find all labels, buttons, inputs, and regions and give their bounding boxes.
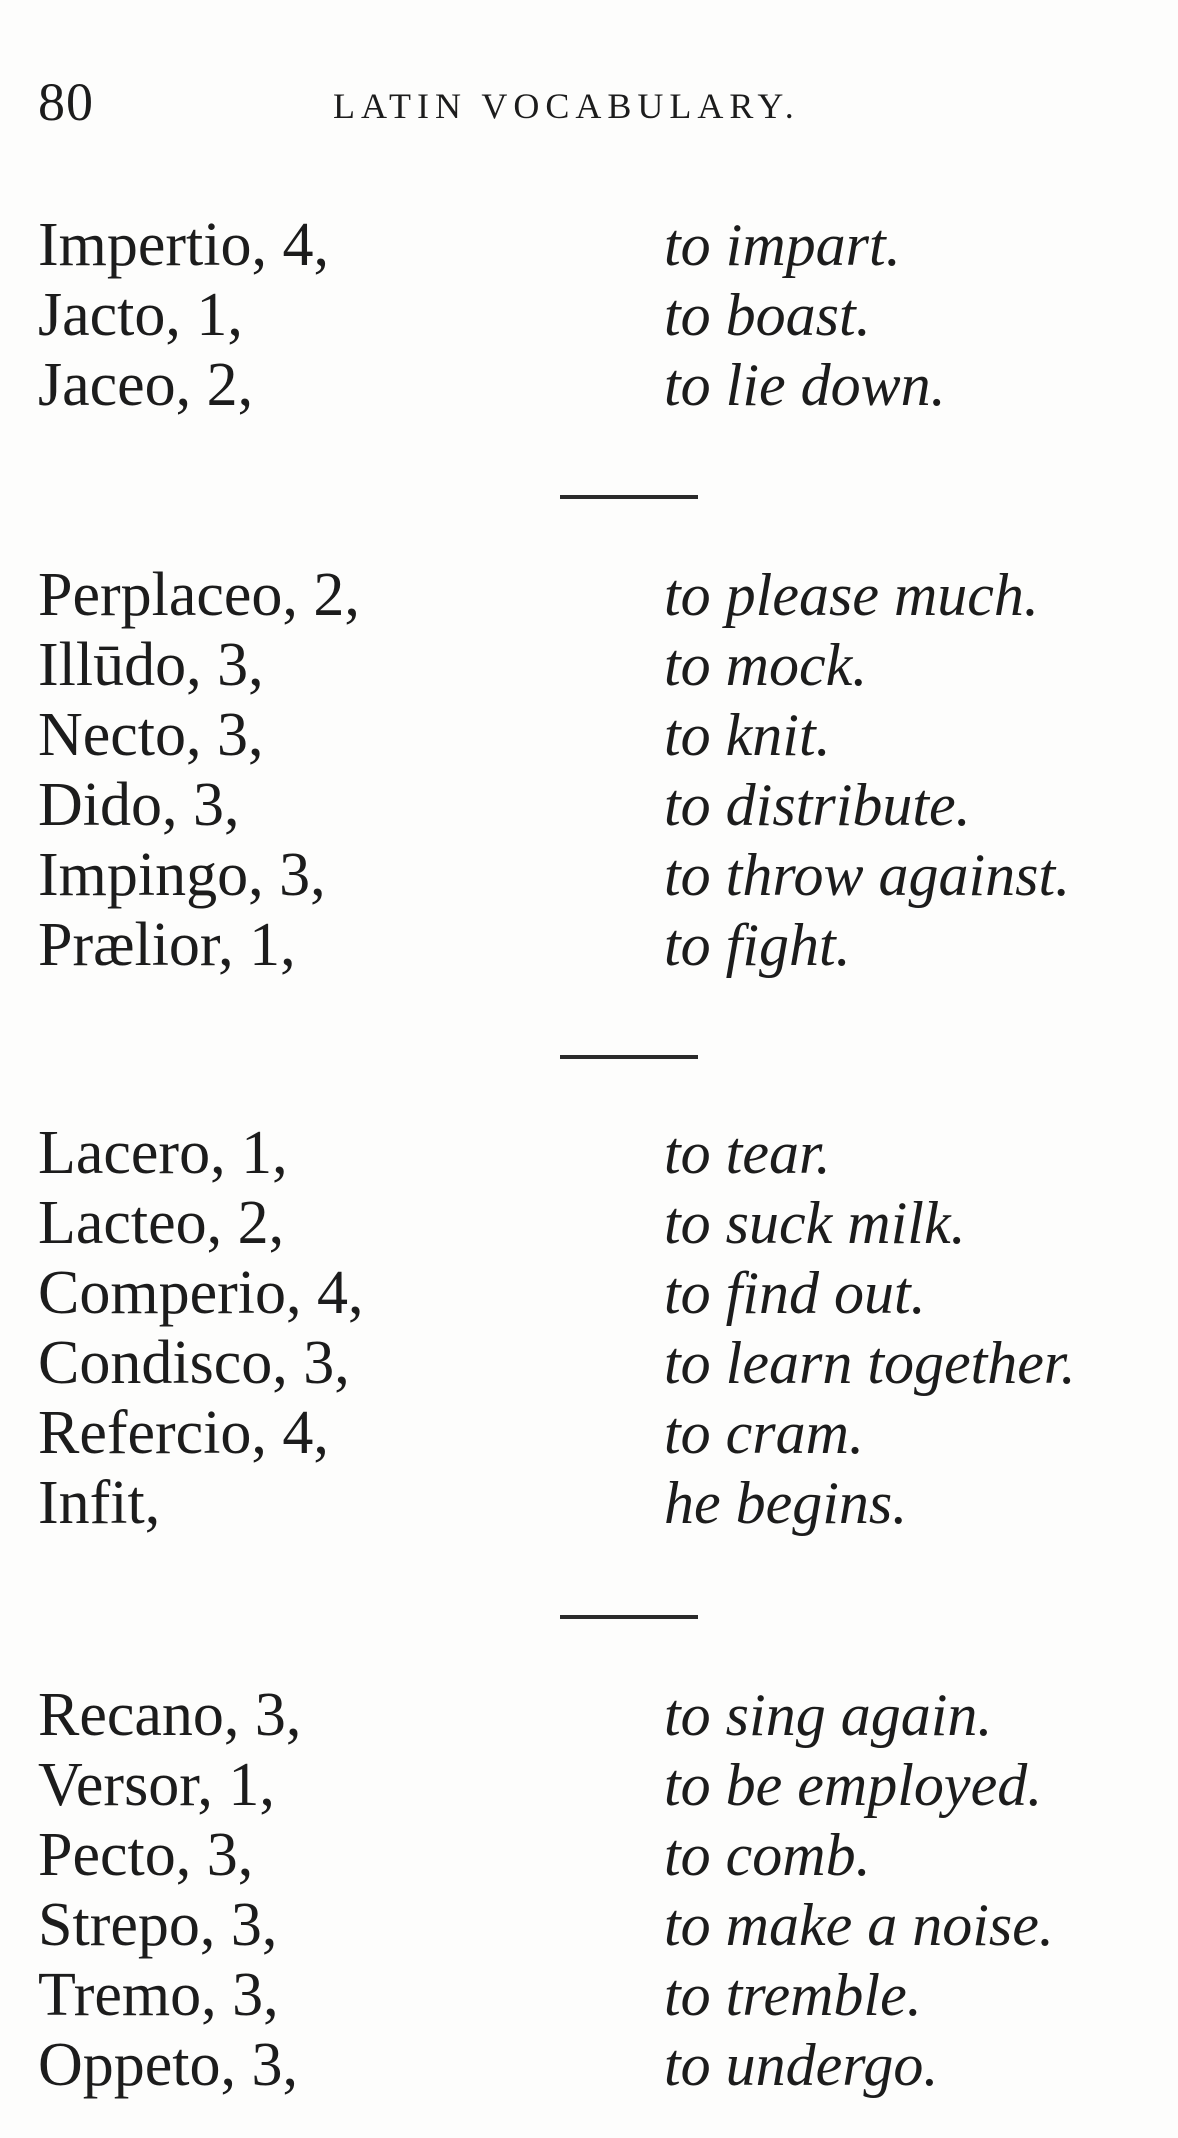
section-divider bbox=[560, 1615, 698, 1619]
vocabulary-entry bbox=[38, 1468, 1158, 1538]
latin-word: Jacto, 1, bbox=[38, 281, 243, 349]
page-header bbox=[38, 72, 1138, 132]
latin-word: Refercio, 4, bbox=[38, 1399, 329, 1467]
latin-word: Prælior, 1, bbox=[38, 911, 296, 979]
english-meaning: to throw against. bbox=[664, 842, 1071, 908]
latin-word: Condisco, 3, bbox=[38, 1329, 350, 1397]
vocabulary-entry bbox=[38, 840, 1158, 910]
english-meaning: to comb. bbox=[664, 1822, 871, 1888]
english-meaning: to tremble. bbox=[664, 1962, 922, 2028]
english-meaning: to distribute. bbox=[664, 772, 971, 838]
vocabulary-entry bbox=[38, 700, 1158, 770]
english-meaning: he begins. bbox=[664, 1470, 908, 1536]
vocabulary-entry bbox=[38, 280, 1158, 350]
vocabulary-entry bbox=[38, 770, 1158, 840]
vocabulary-group-2 bbox=[38, 560, 1158, 980]
vocabulary-entry bbox=[38, 1188, 1158, 1258]
english-meaning: to mock. bbox=[664, 632, 868, 698]
vocabulary-entry bbox=[38, 1118, 1158, 1188]
vocabulary-group-1 bbox=[38, 210, 1158, 420]
latin-word: Illūdo, 3, bbox=[38, 631, 264, 699]
vocabulary-group-3 bbox=[38, 1118, 1158, 1538]
english-meaning: to suck milk. bbox=[664, 1190, 966, 1256]
running-title: LATIN VOCABULARY. bbox=[333, 86, 800, 126]
vocabulary-entry bbox=[38, 1750, 1158, 1820]
vocabulary-entry bbox=[38, 1328, 1158, 1398]
english-meaning: to fight. bbox=[664, 912, 851, 978]
section-divider bbox=[560, 495, 698, 499]
vocabulary-entry bbox=[38, 1890, 1158, 1960]
english-meaning: to find out. bbox=[664, 1260, 926, 1326]
english-meaning: to cram. bbox=[664, 1400, 864, 1466]
vocabulary-entry bbox=[38, 350, 1158, 420]
latin-word: Comperio, 4, bbox=[38, 1259, 364, 1327]
english-meaning: to undergo. bbox=[664, 2032, 939, 2098]
english-meaning: to be employed. bbox=[664, 1752, 1043, 1818]
english-meaning: to knit. bbox=[664, 702, 831, 768]
latin-word: Impingo, 3, bbox=[38, 841, 326, 909]
latin-word: Pecto, 3, bbox=[38, 1821, 254, 1889]
vocabulary-entry bbox=[38, 1680, 1158, 1750]
latin-word: Tremo, 3, bbox=[38, 1961, 279, 2029]
page-number: 80 bbox=[38, 72, 94, 132]
latin-word: Oppeto, 3, bbox=[38, 2031, 299, 2099]
english-meaning: to boast. bbox=[664, 282, 871, 348]
vocabulary-entry bbox=[38, 560, 1158, 630]
vocabulary-entry bbox=[38, 2030, 1158, 2100]
vocabulary-entry bbox=[38, 210, 1158, 280]
vocabulary-entry bbox=[38, 910, 1158, 980]
vocabulary-entry bbox=[38, 630, 1158, 700]
latin-word: Perplaceo, 2, bbox=[38, 561, 360, 629]
latin-word: Lacero, 1, bbox=[38, 1119, 288, 1187]
latin-word: Jaceo, 2, bbox=[38, 351, 254, 419]
vocabulary-entry bbox=[38, 1258, 1158, 1328]
english-meaning: to tear. bbox=[664, 1120, 831, 1186]
english-meaning: to make a noise. bbox=[664, 1892, 1054, 1958]
vocabulary-entry bbox=[38, 1398, 1158, 1468]
latin-word: Strepo, 3, bbox=[38, 1891, 278, 1959]
latin-word: Dido, 3, bbox=[38, 771, 240, 839]
english-meaning: to sing again. bbox=[664, 1682, 993, 1748]
english-meaning: to please much. bbox=[664, 562, 1039, 628]
latin-word: Infit, bbox=[38, 1469, 161, 1537]
latin-word: Recano, 3, bbox=[38, 1681, 302, 1749]
latin-word: Impertio, 4, bbox=[38, 211, 329, 279]
vocabulary-entry bbox=[38, 1960, 1158, 2030]
section-divider bbox=[560, 1055, 698, 1059]
latin-word: Lacteo, 2, bbox=[38, 1189, 285, 1257]
latin-word: Versor, 1, bbox=[38, 1751, 275, 1819]
english-meaning: to impart. bbox=[664, 212, 901, 278]
english-meaning: to learn together. bbox=[664, 1330, 1076, 1396]
vocabulary-group-4 bbox=[38, 1680, 1158, 2100]
english-meaning: to lie down. bbox=[664, 352, 946, 418]
vocabulary-entry bbox=[38, 1820, 1158, 1890]
latin-word: Necto, 3, bbox=[38, 701, 264, 769]
